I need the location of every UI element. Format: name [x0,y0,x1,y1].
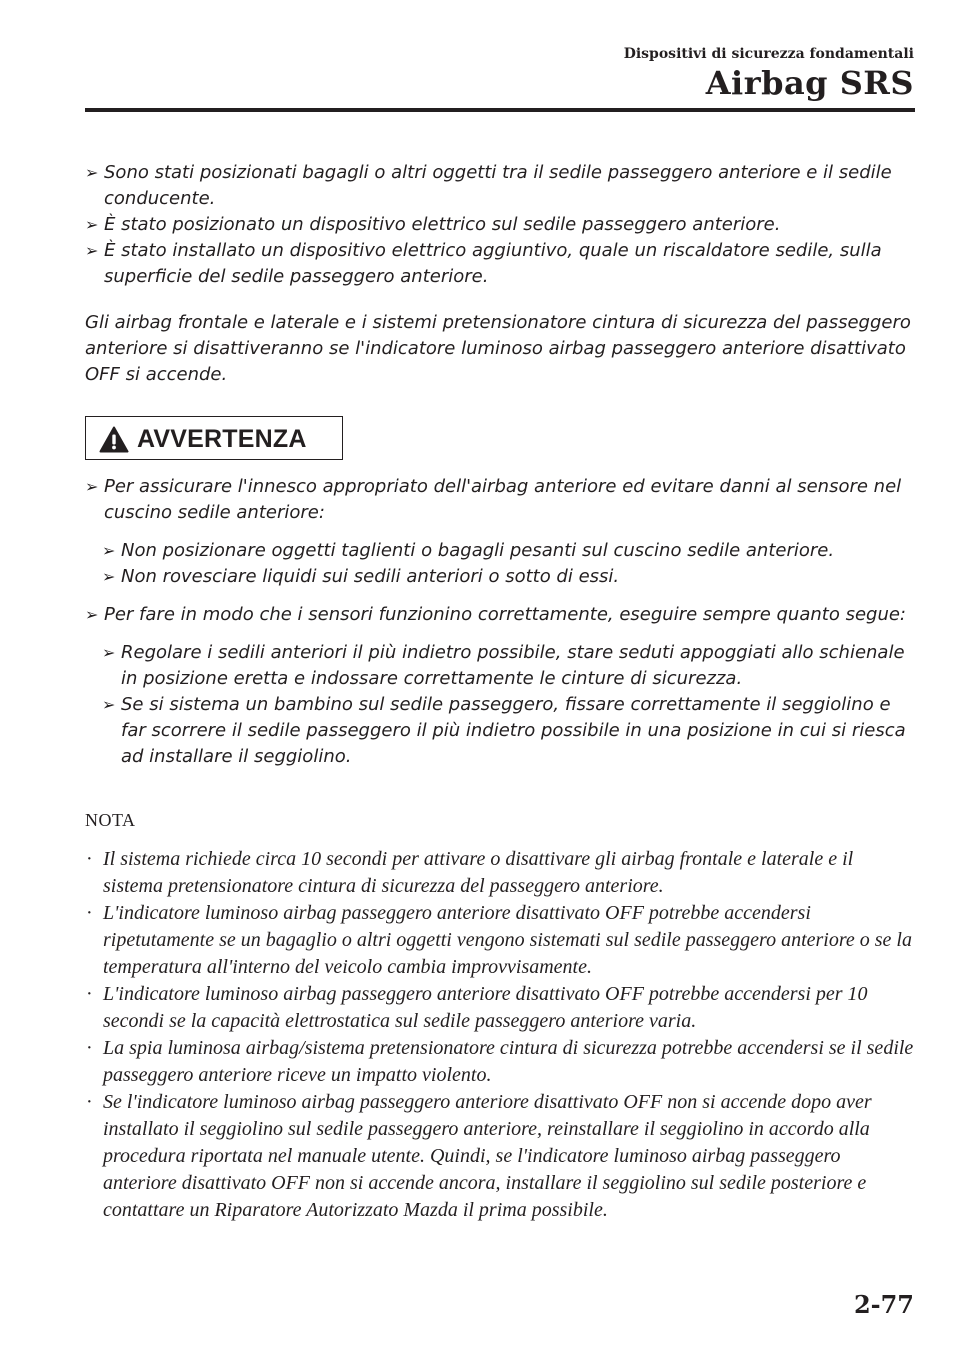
note-title: NOTA [85,810,136,830]
arrow-bullet-icon: ➢ [102,695,116,714]
page-number: 2-77 [853,1290,914,1319]
list-item: · L'indicatore luminoso airbag passeggero anteriore disattivato OFF potrebbe accendersi per 10 secondi se la capacità elettrostatica sul sedile passeggero anteriore varia. [86,983,868,1032]
list-item: · Se l'indicatore luminoso airbag passeggero anteriore disattivato OFF non si accende dopo aver installato il seggiolino sul sedile passeggero anteriore, reinstallare il seggiolino in accordo alla procedura riportata nel manuale utente. Quindi, se l'indicatore luminoso airbag passeggero anteriore disattivato OFF non si accende ancora, installare il seggiolino sul sedile posteriore e contattare un Riparatore Autorizzato Mazda il prima possibile. [86,1091,872,1221]
list-item: ➢ Se si sistema un bambino sul sedile passeggero, fissare correttamente il seggiolino e far scorrere il sedile passeggero il più indietro possibile in una posizione in cui si riesca ad installare il seggiolino. [102,694,906,767]
dot-bullet-icon: · [86,983,93,1005]
list-item: ➢ Sono stati posizionati bagagli o altri oggetti tra il sedile passeggero anteriore e il sedile conducente. [85,162,892,209]
dot-bullet-icon: · [86,1091,93,1113]
list-item: ➢ È stato posizionato un dispositivo elettrico sul sedile passeggero anteriore. [85,212,915,238]
dot-bullet-icon: · [86,1037,93,1059]
body-paragraph: Gli airbag frontale e laterale e i sistemi pretensionatore cintura di sicurezza del passeggero anteriore si disattiveranno se l'indicatore luminoso airbag passeggero anteriore disattivato OFF si accende. [85,312,911,385]
list-item: ➢ È stato installato un dispositivo elettrico aggiuntivo, quale un riscaldatore sedile, sulla superficie del sedile passeggero anteriore. [85,240,882,287]
list-item: · L'indicatore luminoso airbag passeggero anteriore disattivato OFF potrebbe accendersi ripetutamente se un bagaglio o altri oggetti vengono sistemati sul sedile passeggero anteriore o se la temperatura all'interno del veicolo cambia improvvisamente. [86,902,912,978]
arrow-bullet-icon: ➢ [102,541,116,560]
warning-item: ➢ Per fare in modo che i sensori funzionino correttamente, eseguire sempre quanto segue: [85,602,915,628]
list-item: ➢ Regolare i sedili anteriori il più indietro possibile, stare seduti appoggiati allo schienale in posizione eretta e indossare correttamente le cinture di sicurezza. [102,642,905,689]
arrow-bullet-icon: ➢ [85,163,99,182]
list-item: ➢ Non posizionare oggetti taglienti o bagagli pesanti sul cuscino sedile anteriore. [102,538,915,564]
warning-label: AVVERTENZA [137,425,307,453]
list-item: ➢ Non rovesciare liquidi sui sedili anteriori o sotto di essi. [102,564,915,590]
page-title: Airbag SRS [705,64,914,102]
arrow-bullet-icon: ➢ [85,477,99,496]
note-list [85,846,915,1224]
arrow-bullet-icon: ➢ [102,567,116,586]
dot-bullet-icon: · [86,848,93,870]
header-divider [85,108,915,112]
warning-content [85,474,915,770]
arrow-bullet-icon: ➢ [102,643,116,662]
warning-sublist [102,640,915,770]
warning-sublist [102,538,915,590]
dot-bullet-icon: · [86,902,93,924]
warning-header [85,416,343,460]
list-item: · La spia luminosa airbag/sistema pretensionatore cintura di sicurezza potrebbe accendersi se il sedile passeggero anteriore riceve un impatto violento. [86,1037,914,1086]
arrow-bullet-icon: ➢ [85,215,99,234]
list-item: · Il sistema richiede circa 10 secondi per attivare o disattivare gli airbag frontale e laterale e il sistema pretensionatore cintura di sicurezza del passeggero anteriore. [86,848,854,897]
warning-item: ➢ Per assicurare l'innesco appropriato dell'airbag anteriore ed evitare danni al sensore nel cuscino sedile anteriore: [85,476,902,523]
arrow-bullet-icon: ➢ [85,241,99,260]
arrow-bullet-icon: ➢ [85,605,99,624]
warning-triangle-icon [99,426,129,453]
intro-list [85,160,915,290]
section-title: Dispositivi di sicurezza fondamentali [623,46,914,62]
